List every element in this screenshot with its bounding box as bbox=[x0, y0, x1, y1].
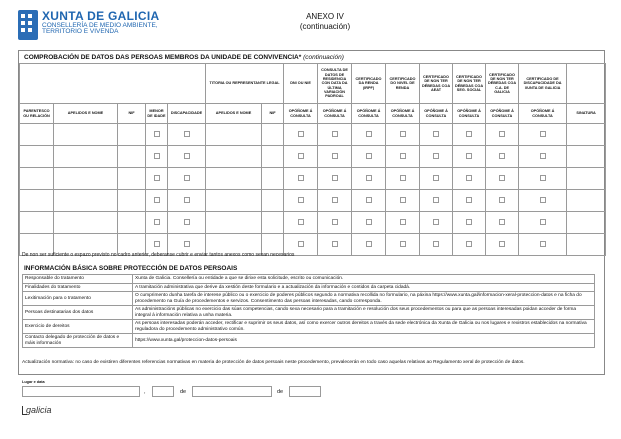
checkbox[interactable] bbox=[298, 131, 304, 137]
nivel-renda-header: CERTIFICADO DO NIVEL DE RENDA bbox=[386, 64, 420, 104]
checkbox[interactable] bbox=[332, 197, 338, 203]
checkbox[interactable] bbox=[184, 241, 190, 247]
checkbox[interactable] bbox=[433, 219, 439, 225]
checkbox[interactable] bbox=[540, 153, 546, 159]
checkbox[interactable] bbox=[433, 175, 439, 181]
checkbox-cell bbox=[453, 190, 486, 212]
checkbox-cell bbox=[519, 190, 567, 212]
checkbox-cell bbox=[519, 146, 567, 168]
input-cell[interactable] bbox=[262, 168, 284, 190]
titular-header: TITORIA OU REPRESENTANTE LEGAL bbox=[206, 64, 284, 104]
checkbox-cell bbox=[318, 146, 352, 168]
checkbox-cell bbox=[168, 190, 206, 212]
input-cell[interactable] bbox=[118, 124, 146, 146]
input-cell[interactable] bbox=[567, 234, 606, 256]
checkbox[interactable] bbox=[400, 131, 406, 137]
cau-header: CERTIFICADO DE NON TER DÉBEDAS COA C.A. DE GALICIA bbox=[486, 64, 519, 104]
col-oppose-aeat: OPÓÑOME Á CONSULTA bbox=[420, 104, 453, 124]
checkbox[interactable] bbox=[298, 153, 304, 159]
checkbox-cell bbox=[168, 124, 206, 146]
aeat-header: CERTIFICADO DE NON TER DÉBEDAS COA AEAT bbox=[420, 64, 453, 104]
member-row bbox=[20, 212, 606, 234]
annex-heading bbox=[270, 12, 380, 31]
checkbox-cell bbox=[318, 190, 352, 212]
input-cell[interactable] bbox=[262, 124, 284, 146]
checkbox-cell bbox=[519, 234, 567, 256]
member-row bbox=[20, 168, 606, 190]
checkbox[interactable] bbox=[332, 153, 338, 159]
checkbox-cell bbox=[386, 146, 420, 168]
input-cell[interactable] bbox=[20, 212, 54, 234]
checkbox-cell bbox=[486, 124, 519, 146]
checkbox[interactable] bbox=[466, 175, 472, 181]
checkbox-cell bbox=[168, 212, 206, 234]
org-name: XUNTA DE GALICIA bbox=[42, 9, 160, 23]
col-tit-nif: NIF bbox=[262, 104, 284, 124]
member-row bbox=[20, 190, 606, 212]
protection-row bbox=[23, 292, 595, 306]
checkbox-cell bbox=[352, 190, 386, 212]
checkbox-cell bbox=[420, 212, 453, 234]
seg-social-header: CERTIFICADO DE NON TER DÉBEDAS COA SEG. SOCIAL bbox=[453, 64, 486, 104]
input-cell[interactable] bbox=[118, 146, 146, 168]
protection-label: Contacto delegado de protección de datos e máis información bbox=[23, 334, 133, 348]
checkbox[interactable] bbox=[366, 241, 372, 247]
input-cell[interactable] bbox=[20, 124, 54, 146]
checkbox[interactable] bbox=[499, 197, 505, 203]
checkbox[interactable] bbox=[154, 175, 160, 181]
legal-update: Actualización normativa: no caso de existiren diferentes referencias normativas en materia de protección de datos persoais neste procedemento, prevalecerán en todo caso aquelas relativas ao Regulamento xeral de protección de datos. bbox=[22, 360, 525, 365]
annex-title: ANEXO IV bbox=[306, 12, 344, 21]
checkbox-cell bbox=[318, 124, 352, 146]
checkbox[interactable] bbox=[366, 131, 372, 137]
member-row bbox=[20, 146, 606, 168]
dept-line2: TERRITORIO E VIVENDA bbox=[42, 28, 119, 36]
checkbox-cell bbox=[146, 212, 168, 234]
col-tit-apelidos: APELIDOS E NOME bbox=[206, 104, 262, 124]
checkbox[interactable] bbox=[298, 241, 304, 247]
input-cell[interactable] bbox=[206, 146, 262, 168]
checkbox[interactable] bbox=[332, 219, 338, 225]
checkbox-cell bbox=[420, 168, 453, 190]
checkbox[interactable] bbox=[366, 175, 372, 181]
discapacidade-xunta-header: CERTIFICADO DE DISCAPACIDADE DA XUNTA DE GALICIA bbox=[519, 64, 567, 104]
protection-label: Responsable do tratamento bbox=[23, 275, 133, 284]
checkbox[interactable] bbox=[499, 131, 505, 137]
checkbox-cell bbox=[318, 234, 352, 256]
renda-header: CERTIFICADO DA RENDA (IRPF) bbox=[352, 64, 386, 104]
col-oppose-renda: OPÓÑOME Á CONSULTA bbox=[352, 104, 386, 124]
checkbox[interactable] bbox=[540, 219, 546, 225]
checkbox-cell bbox=[386, 168, 420, 190]
checkbox[interactable] bbox=[540, 197, 546, 203]
protection-value: A tramitación administrativa que derive da xestión deste formulario e a actualización da información e contidos da carpeta cidadá. bbox=[133, 283, 595, 292]
checkbox[interactable] bbox=[400, 153, 406, 159]
place-date-label: Lugar e data bbox=[22, 380, 45, 384]
members-table bbox=[19, 63, 606, 256]
checkbox[interactable] bbox=[400, 241, 406, 247]
input-cell[interactable] bbox=[20, 190, 54, 212]
col-parentesco: PARENTESCO OU RELACIÓN bbox=[20, 104, 54, 124]
input-cell[interactable] bbox=[567, 212, 606, 234]
header bbox=[18, 10, 159, 40]
protection-row bbox=[23, 306, 595, 320]
col-menor: MENOR DE IDADE bbox=[146, 104, 168, 124]
checkbox-cell bbox=[453, 168, 486, 190]
checkbox[interactable] bbox=[366, 219, 372, 225]
checkbox[interactable] bbox=[499, 153, 505, 159]
checkbox[interactable] bbox=[499, 175, 505, 181]
checkbox-cell bbox=[453, 146, 486, 168]
checkbox[interactable] bbox=[366, 153, 372, 159]
checkbox[interactable] bbox=[184, 131, 190, 137]
input-cell[interactable] bbox=[20, 146, 54, 168]
checkbox-cell bbox=[420, 234, 453, 256]
checkbox-cell bbox=[386, 124, 420, 146]
checkbox-cell bbox=[486, 234, 519, 256]
member-rows bbox=[20, 124, 606, 256]
checkbox[interactable] bbox=[298, 197, 304, 203]
org-block bbox=[42, 10, 159, 36]
checkbox[interactable] bbox=[540, 175, 546, 181]
checkbox-cell bbox=[486, 190, 519, 212]
input-cell[interactable] bbox=[118, 190, 146, 212]
checkbox-cell bbox=[352, 146, 386, 168]
protection-row bbox=[23, 283, 595, 292]
col-oppose-ss: OPÓÑOME Á CONSULTA bbox=[453, 104, 486, 124]
protection-row bbox=[23, 334, 595, 348]
input-cell[interactable] bbox=[262, 190, 284, 212]
annex-subtitle: (continuación) bbox=[299, 21, 351, 31]
input-cell[interactable] bbox=[206, 124, 262, 146]
input-cell[interactable] bbox=[54, 190, 118, 212]
checkbox[interactable] bbox=[400, 197, 406, 203]
protection-label: Persoas destinatarias dos datos bbox=[23, 306, 133, 320]
checkbox[interactable] bbox=[400, 219, 406, 225]
checkbox[interactable] bbox=[466, 241, 472, 247]
col-oppose-dni: OPÓÑOME Á CONSULTA bbox=[284, 104, 318, 124]
col-nif: NIF bbox=[118, 104, 146, 124]
input-cell[interactable] bbox=[118, 168, 146, 190]
protection-row bbox=[23, 275, 595, 284]
checkbox[interactable] bbox=[154, 241, 160, 247]
input-cell[interactable] bbox=[567, 146, 606, 168]
checkbox[interactable] bbox=[466, 197, 472, 203]
checkbox[interactable] bbox=[332, 175, 338, 181]
checkbox-cell bbox=[168, 168, 206, 190]
de-sep-2: de bbox=[277, 389, 284, 395]
protection-label: Lexitimación para o tratamento bbox=[23, 292, 133, 306]
input-cell[interactable] bbox=[54, 124, 118, 146]
input-cell[interactable] bbox=[118, 212, 146, 234]
input-cell[interactable] bbox=[54, 146, 118, 168]
checkbox-cell bbox=[146, 190, 168, 212]
checkbox-cell bbox=[168, 146, 206, 168]
checkbox-cell bbox=[519, 212, 567, 234]
input-cell[interactable] bbox=[206, 190, 262, 212]
input-cell[interactable] bbox=[54, 168, 118, 190]
protection-row bbox=[23, 320, 595, 334]
checkbox[interactable] bbox=[400, 175, 406, 181]
input-cell[interactable] bbox=[20, 168, 54, 190]
col-oppose-nivel: OPÓÑOME Á CONSULTA bbox=[386, 104, 420, 124]
input-cell[interactable] bbox=[206, 212, 262, 234]
input-cell[interactable] bbox=[206, 168, 262, 190]
checkbox-cell bbox=[386, 234, 420, 256]
checkbox[interactable] bbox=[540, 131, 546, 137]
protection-label: Exercicio de dereitos bbox=[23, 320, 133, 334]
checkbox[interactable] bbox=[154, 219, 160, 225]
input-cell[interactable] bbox=[567, 190, 606, 212]
checkbox[interactable] bbox=[499, 219, 505, 225]
checkbox-cell bbox=[386, 190, 420, 212]
dni-header: DNI OU NIE bbox=[284, 64, 318, 104]
protection-value: O cumprimento dunha tarefa de interese público ou o exercicio de poderes públicos segundo a normativa recollida no formulario, na páxina https://www.xunta.gal/informacion-xeral-proteccion-datos e na ficha do procedemento na Guía de procedementos e servizos. Consentimento das persoas interesadas, cando corresponda. bbox=[133, 292, 595, 306]
checkbox[interactable] bbox=[499, 241, 505, 247]
checkbox-cell bbox=[352, 212, 386, 234]
checkbox[interactable] bbox=[466, 153, 472, 159]
checkbox-cell bbox=[453, 212, 486, 234]
checkbox-cell bbox=[486, 212, 519, 234]
checkbox[interactable] bbox=[184, 153, 190, 159]
checkbox[interactable] bbox=[184, 175, 190, 181]
checkbox-cell bbox=[352, 234, 386, 256]
checkbox-cell bbox=[453, 124, 486, 146]
checkbox[interactable] bbox=[332, 241, 338, 247]
protection-value: Xunta de Galicia. Consellería ou entidade a que se dirixe esta solicitude, escrito ou comunicación. bbox=[133, 275, 595, 284]
checkbox[interactable] bbox=[154, 197, 160, 203]
input-cell[interactable] bbox=[567, 124, 606, 146]
input-cell[interactable] bbox=[567, 168, 606, 190]
checkbox[interactable] bbox=[466, 219, 472, 225]
checkbox[interactable] bbox=[433, 131, 439, 137]
checkbox[interactable] bbox=[184, 197, 190, 203]
members-section-title: COMPROBACIÓN DE DATOS DAS PERSOAS MEMBROS DA UNIDADE DE CONVIVENCIA* (continuación) bbox=[24, 54, 344, 61]
checkbox-cell bbox=[284, 212, 318, 234]
checkbox-cell bbox=[146, 146, 168, 168]
protection-value: https://www.xunta.gal/proteccion-datos-persoais bbox=[133, 334, 595, 348]
blank-header bbox=[20, 64, 206, 104]
protection-label: Finalidades do tratamento bbox=[23, 283, 133, 292]
checkbox-cell bbox=[486, 146, 519, 168]
checkbox-cell bbox=[420, 190, 453, 212]
checkbox[interactable] bbox=[154, 131, 160, 137]
protection-value: As administracións públicas no exercicio das súas competencias, cando sexa necesario para a tramitación e resolución dos seus procedementos ou para que as persoas interesadas poidan acceder de forma integral á información relativa a unha materia. bbox=[133, 306, 595, 320]
month-field[interactable] bbox=[192, 386, 272, 397]
checkbox-cell bbox=[284, 190, 318, 212]
col-oppose-residencia: OPÓÑOME Á CONSULTA bbox=[318, 104, 352, 124]
checkbox-cell bbox=[284, 146, 318, 168]
input-cell[interactable] bbox=[262, 146, 284, 168]
checkbox-cell bbox=[420, 124, 453, 146]
space-note: De non ser suficiente o espazo previsto no cadro anterior, deberanse cubrir e enviar tantos anexos como sexan necesarios bbox=[22, 252, 295, 258]
galicia-brand: galicia bbox=[26, 405, 52, 415]
member-row bbox=[20, 124, 606, 146]
year-field[interactable] bbox=[289, 386, 321, 397]
checkbox-cell bbox=[486, 168, 519, 190]
checkbox[interactable] bbox=[466, 131, 472, 137]
blank-header-sign bbox=[567, 64, 606, 104]
checkbox-cell bbox=[352, 168, 386, 190]
input-cell[interactable] bbox=[262, 212, 284, 234]
checkbox[interactable] bbox=[433, 197, 439, 203]
checkbox[interactable] bbox=[298, 175, 304, 181]
checkbox[interactable] bbox=[298, 219, 304, 225]
checkbox-cell bbox=[318, 168, 352, 190]
checkbox[interactable] bbox=[540, 241, 546, 247]
checkbox-cell bbox=[318, 212, 352, 234]
checkbox[interactable] bbox=[332, 131, 338, 137]
de-sep-1: de bbox=[180, 389, 187, 395]
checkbox[interactable] bbox=[154, 153, 160, 159]
day-field[interactable] bbox=[152, 386, 174, 397]
protection-section-title: INFORMACIÓN BÁSICA SOBRE PROTECCIÓN DE DATOS PERSOAIS bbox=[24, 265, 238, 272]
protection-table bbox=[22, 274, 595, 348]
xunta-logo-icon bbox=[18, 10, 38, 40]
checkbox[interactable] bbox=[184, 219, 190, 225]
input-cell[interactable] bbox=[54, 212, 118, 234]
residencia-header: CONSULTA DE DATOS DE RESIDENCIA CON DATA DA ÚLTIMA VARIACIÓN PADROAL bbox=[318, 64, 352, 104]
checkbox-cell bbox=[519, 168, 567, 190]
checkbox-cell bbox=[420, 146, 453, 168]
place-field[interactable] bbox=[22, 386, 140, 397]
col-discapacidade: DISCAPACIDADE bbox=[168, 104, 206, 124]
checkbox-cell bbox=[284, 168, 318, 190]
checkbox-cell bbox=[519, 124, 567, 146]
comma-sep: , bbox=[144, 389, 146, 395]
col-apelidos: APELIDOS E NOME bbox=[54, 104, 118, 124]
checkbox-cell bbox=[284, 124, 318, 146]
checkbox[interactable] bbox=[433, 153, 439, 159]
col-sinatura: SINATURA bbox=[567, 104, 606, 124]
checkbox-cell bbox=[453, 234, 486, 256]
checkbox-cell bbox=[146, 124, 168, 146]
checkbox[interactable] bbox=[366, 197, 372, 203]
dept-line1: CONSELLERÍA DE MEDIO AMBIENTE, bbox=[42, 21, 158, 29]
checkbox[interactable] bbox=[433, 241, 439, 247]
protection-value: As persoas interesadas poderán acceder, rectificar e suprimir os seus datos, así como exercer outros dereitos a través da sede electrónica da Xunta de Galicia ou nos lugares e rexistros establecidos na normativa reguladora do procedemento administrativo común. bbox=[133, 320, 595, 334]
col-oppose-disc: OPÓÑOME Á CONSULTA bbox=[519, 104, 567, 124]
col-oppose-cau: OPÓÑOME Á CONSULTA bbox=[486, 104, 519, 124]
checkbox-cell bbox=[352, 124, 386, 146]
checkbox-cell bbox=[146, 168, 168, 190]
checkbox-cell bbox=[386, 212, 420, 234]
